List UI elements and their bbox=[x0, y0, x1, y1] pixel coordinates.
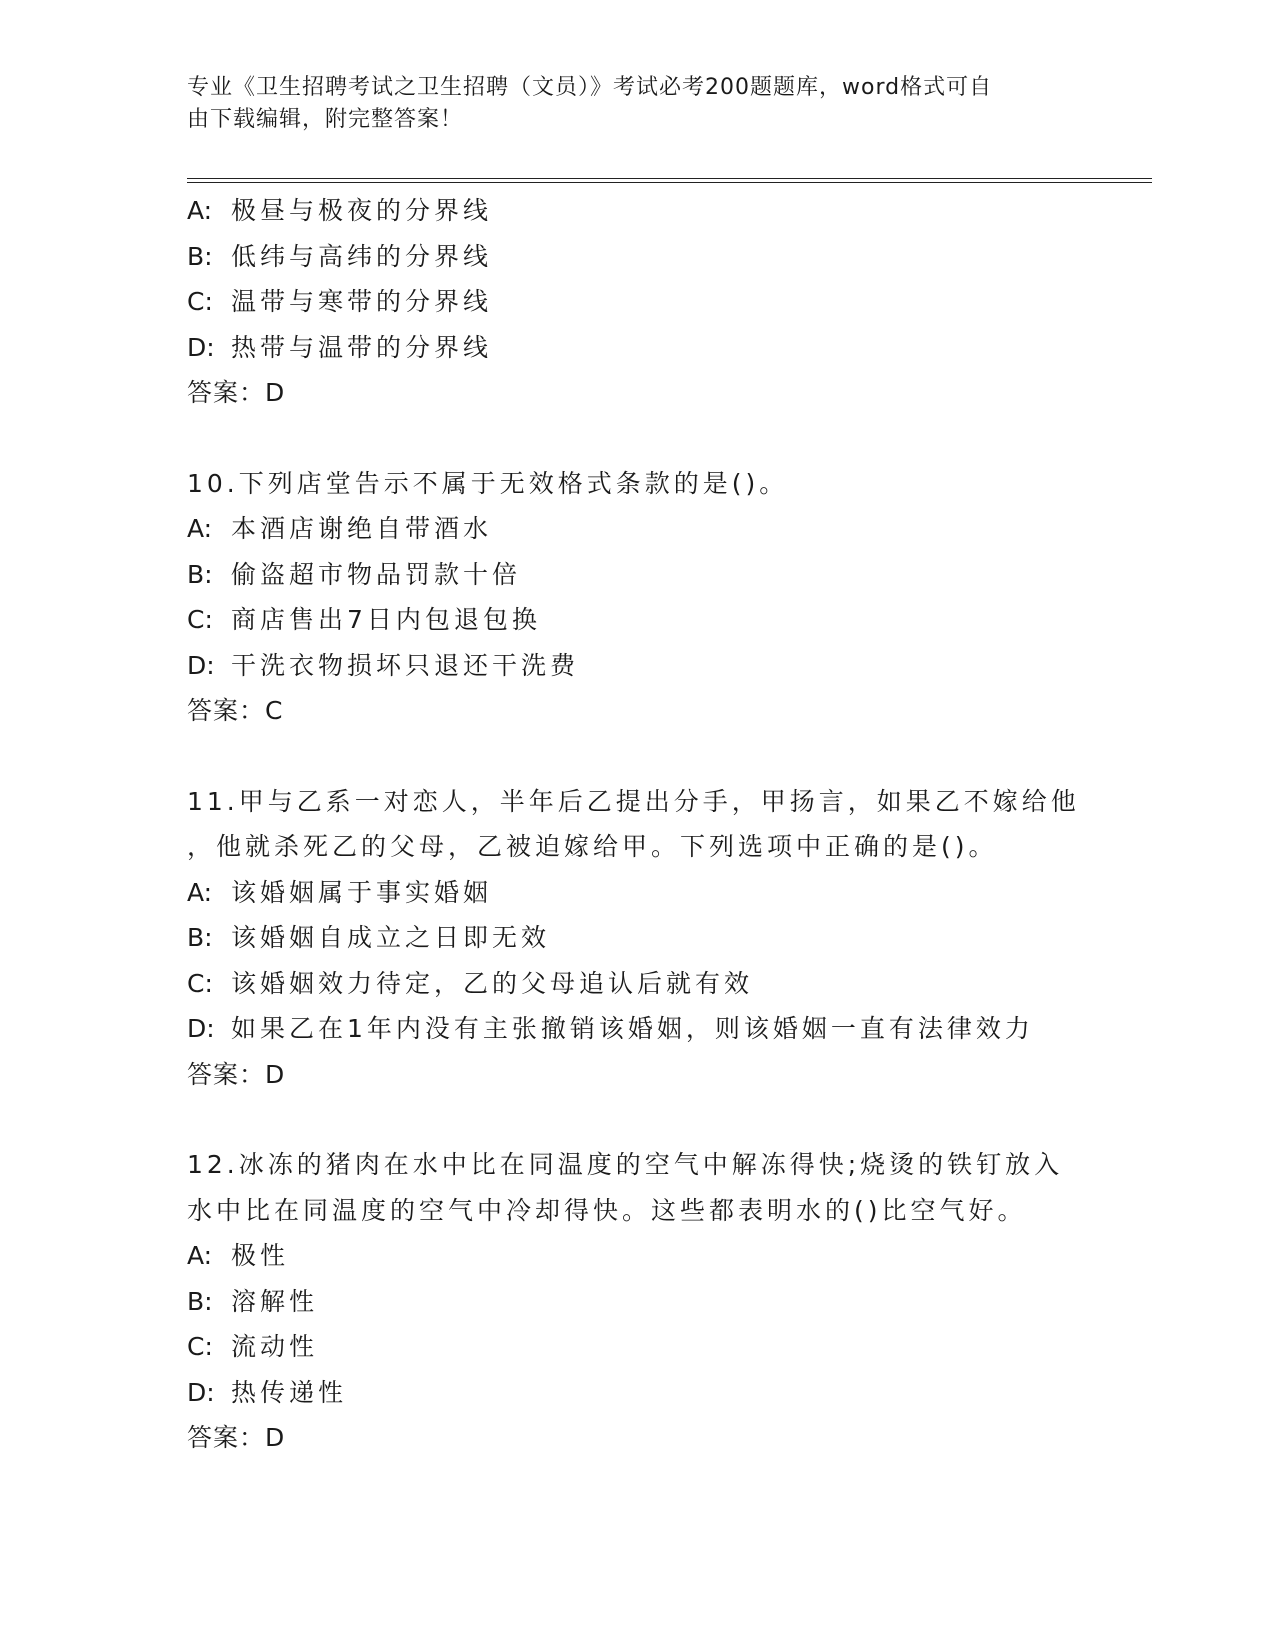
option-a bbox=[187, 506, 1087, 552]
option-letter: B: bbox=[187, 923, 213, 952]
option-text: 极昼与极夜的分界线 bbox=[231, 196, 493, 225]
option-letter: A: bbox=[187, 1241, 213, 1270]
option-letter: C: bbox=[187, 1332, 213, 1361]
option-text: 极性 bbox=[231, 1241, 290, 1270]
question-9 bbox=[187, 188, 1087, 416]
option-text: 偷盗超市物品罚款十倍 bbox=[231, 559, 522, 589]
question-text-line-2: ，他就杀死乙的父母，乙被迫嫁给甲。下列选项中正确的是()。 bbox=[187, 832, 998, 861]
option-text: 该婚姻效力待定，乙的父母追认后就有效 bbox=[231, 968, 754, 998]
option-b bbox=[187, 915, 1087, 961]
option-letter: A: bbox=[187, 877, 213, 907]
question-text-line-1: 12.冰冻的猪肉在水中比在同温度的空气中解冻得快;烧烫的铁钉放入 bbox=[187, 1150, 1064, 1179]
option-letter: B: bbox=[187, 1286, 213, 1316]
option-d bbox=[187, 643, 1087, 689]
option-b bbox=[187, 234, 1087, 280]
question-text-line-1: 11.甲与乙系一对恋人，半年后乙提出分手，甲扬言，如果乙不嫁给他 bbox=[187, 786, 1080, 816]
option-c bbox=[187, 1324, 1087, 1370]
option-letter: D: bbox=[187, 1014, 215, 1043]
spacer bbox=[187, 416, 1087, 461]
option-b bbox=[187, 1279, 1087, 1325]
option-letter: A: bbox=[187, 514, 213, 543]
option-text: 如果乙在1年内没有主张撤销该婚姻，则该婚姻一直有法律效力 bbox=[231, 1014, 1034, 1043]
question-11 bbox=[187, 779, 1087, 1098]
document-header: 专业《卫生招聘考试之卫生招聘（文员）》考试必考200题题库，word格式可自 由下载编辑，附完整答案！ bbox=[187, 75, 993, 132]
answer-line: 答案：D bbox=[187, 1059, 286, 1089]
option-c bbox=[187, 597, 1087, 643]
option-b bbox=[187, 552, 1087, 598]
question-list bbox=[187, 188, 1087, 1461]
option-text: 商店售出7日内包退包换 bbox=[231, 605, 541, 634]
option-c bbox=[187, 961, 1087, 1007]
option-letter: B: bbox=[187, 559, 213, 589]
spacer bbox=[187, 1097, 1087, 1142]
option-text: 流动性 bbox=[231, 1332, 319, 1361]
question-10 bbox=[187, 461, 1087, 734]
option-letter: D: bbox=[187, 650, 215, 680]
option-text: 热传递性 bbox=[231, 1377, 348, 1407]
question-text-line-2: 水中比在同温度的空气中冷却得快。这些都表明水的()比空气好。 bbox=[187, 1195, 1027, 1225]
spacer bbox=[187, 734, 1087, 779]
option-letter: D: bbox=[187, 1377, 215, 1407]
question-text: 10.下列店堂告示不属于无效格式条款的是()。 bbox=[187, 468, 789, 498]
option-text: 溶解性 bbox=[231, 1286, 319, 1316]
option-text: 低纬与高纬的分界线 bbox=[231, 241, 493, 271]
answer-line: 答案：D bbox=[187, 1423, 286, 1452]
option-a bbox=[187, 1233, 1087, 1279]
option-letter: A: bbox=[187, 196, 213, 225]
option-d bbox=[187, 1006, 1087, 1052]
option-text: 干洗衣物损坏只退还干洗费 bbox=[231, 650, 580, 680]
option-d bbox=[187, 1370, 1087, 1416]
option-text: 热带与温带的分界线 bbox=[231, 332, 493, 362]
option-letter: C: bbox=[187, 605, 213, 634]
option-letter: C: bbox=[187, 968, 213, 998]
option-c bbox=[187, 279, 1087, 325]
answer-line: 答案：D bbox=[187, 378, 286, 407]
answer-line: 答案：C bbox=[187, 696, 284, 725]
option-text: 温带与寒带的分界线 bbox=[231, 287, 493, 316]
option-a bbox=[187, 188, 1087, 234]
option-text: 该婚姻自成立之日即无效 bbox=[231, 923, 551, 952]
option-text: 该婚姻属于事实婚姻 bbox=[231, 877, 493, 907]
option-letter: C: bbox=[187, 287, 213, 316]
question-12 bbox=[187, 1142, 1087, 1461]
option-text: 本酒店谢绝自带酒水 bbox=[231, 514, 493, 543]
header-divider-bottom bbox=[187, 182, 1152, 183]
option-letter: B: bbox=[187, 241, 213, 271]
option-letter: D: bbox=[187, 332, 215, 362]
option-a bbox=[187, 870, 1087, 916]
header-divider-top bbox=[187, 178, 1152, 179]
option-d bbox=[187, 325, 1087, 371]
